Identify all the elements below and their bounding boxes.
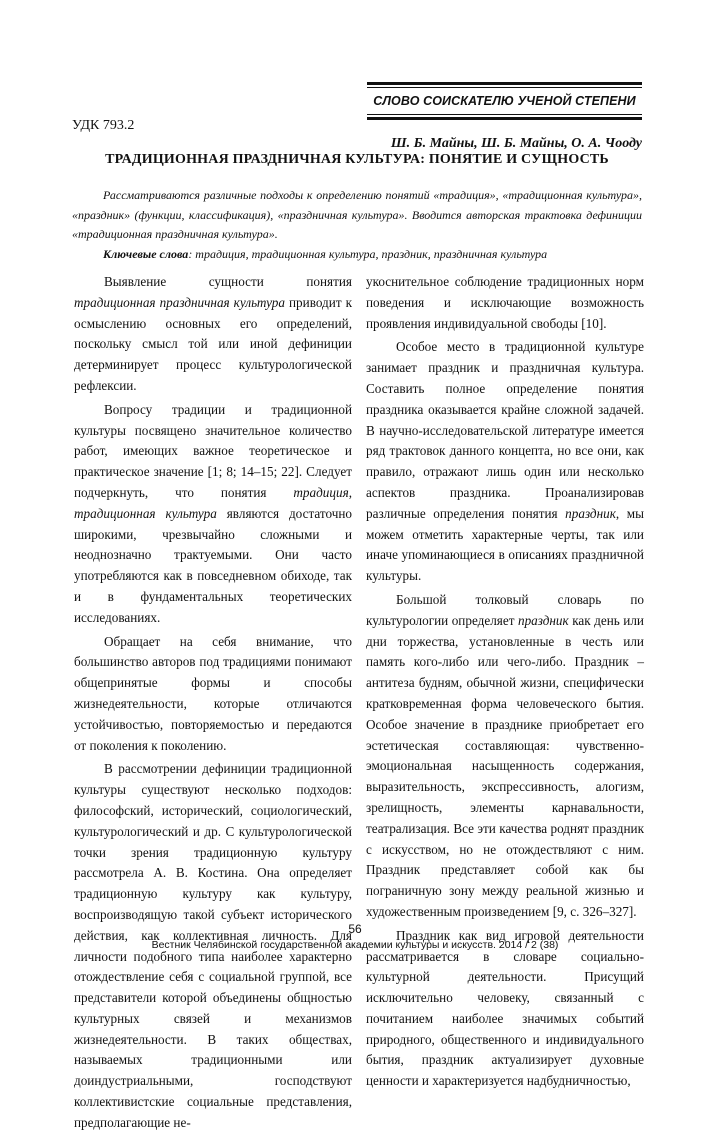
keywords-label: Ключевые слова [103, 246, 189, 261]
term: праздник [517, 612, 569, 628]
page-number: 56 [348, 922, 362, 936]
article-authors: Ш. Б. Майны, Ш. Б. Майны, О. А. Чооду [390, 136, 642, 151]
term: традиция [293, 484, 349, 500]
body-column-right [366, 272, 644, 1092]
paragraph: Выявление сущности понятия традиционная праздничная культура приводит к осмыслению основных его определений, поскольку смысл той или иной дефиниции детерминирует процесс культурологической рефлексии. [74, 274, 352, 393]
udk-code: УДК 793.2 [72, 118, 135, 133]
rubric-title: СЛОВО СОИСКАТЕЛЮ УЧЕНОЙ СТЕПЕНИ [373, 94, 636, 108]
paragraph: Обращает на себя внимание, что большинство авторов под традициями понимают общепринятые формы и способы жизнедеятельности, которые отличаются устойчивостью, повторяемостью и передаются от поколения к поколению. [74, 633, 352, 753]
paragraph: Большой толковый словарь по культурологии определяет праздник как день или дни торжества, установленные в честь или память кого-либо или чего-либо. Праздник – антитеза будням, обычной жизни, специфически кратковременная форма человеческого бытия. Особое значение в празднике приобретает его эстетическая составляющая: чувственно-эмоциональная насыщенность содержания, выразительность, экспрессивность, алогизм, зрелищность, элементы карнавальности, театрализация. Все эти качества роднят праздник с искусством, но не отождествляют с ним. Праздник представляет собой как бы пограничную зону между реальной жизнью и художественным произведением [9, с. 326–327]. [366, 591, 644, 919]
paragraph: укоснительное соблюдение традиционных норм поведения и исключающие возможность проявления индивидуальной свободы [10]. [366, 274, 644, 331]
paragraph: Особое место в традиционной культуре занимает праздник и праздничная культура. Составить полное определение понятия праздника оказывается крайне сложной задачей. В научно-исследовательской литературе имеется ряд трактовок данного концепта, но все они, как правило, отражают лишь один или несколько аспектов праздника. Проанализировав различные определения понятия праздник, мы можем отметить характерные черты, так или иначе упоминающиеся в описаниях праздничной культуры. [366, 339, 644, 584]
term: традиционная праздничная культура [74, 294, 285, 310]
abstract [72, 186, 642, 264]
keywords [72, 245, 642, 265]
article-title: ТРАДИЦИОННАЯ ПРАЗДНИЧНАЯ КУЛЬТУРА: ПОНЯТИЕ И СУЩНОСТЬ [105, 152, 609, 167]
paragraph: Праздник как вид игровой деятельности рассматривается в словаре социально-культурной деятельности. Присущий исключительно человеку, связанный с почитанием наиболее значимых событий природного, общественного и индивидуального бытия, праздник актуализирует духовные ценности и характеризуется надбудничностью, [366, 927, 644, 1089]
section-rubric [367, 82, 642, 120]
keywords-list: : традиция, традиционная культура, праздник, праздничная культура [188, 246, 548, 261]
abstract-text: Рассматриваются различные подходы к определению понятий «традиция», «традиционная культура», «праздник» (функции, классификация), «праздничная культура». Вводится авторская трактовка дефиниции «традиционная праздничная культура». [72, 188, 642, 241]
term: праздник [565, 505, 616, 521]
paragraph: В рассмотрении дефиниции традиционной культуры существуют несколько подходов: философский, исторический, социологический, культурологический и др. С культурологической точки зрения традиционную культуру рассмотрела А. В. Костина. Она определяет традиционную культуру как культуру, воспроизводящую такой субъект исторического действия, как коллективная личность. Для личности подобного типа наиболее характерно отождествление себя с социальной группой, все представители которой объединены общностью культурных связей и механизмов жизнедеятельности. В таких обществах, называемых традиционными или доиндустриальными, господствуют коллективистские социальные представления, предполагающие не- [74, 761, 352, 1130]
paragraph: Вопросу традиции и традиционной культуры посвящено значительное количество работ, имеющих важное теоретическое и практическое значение [1; 8; 14–15; 22]. Следует подчеркнуть, что понятия традиция, традиционная культура являются достаточно широкими, чрезвычайно сложными и неоднозначно трактуемыми. Они часто употребляются как в повседневном обиходе, так и в фундаментальных теоретических исследованиях. [74, 401, 352, 625]
rubric-bottom-rule [367, 114, 642, 120]
term: традиционная культура [74, 505, 217, 521]
journal-footer: Вестник Челябинской государственной академии культуры и искусств. 2014 / 2 (38) [151, 939, 559, 951]
body-column-left [74, 272, 352, 1134]
